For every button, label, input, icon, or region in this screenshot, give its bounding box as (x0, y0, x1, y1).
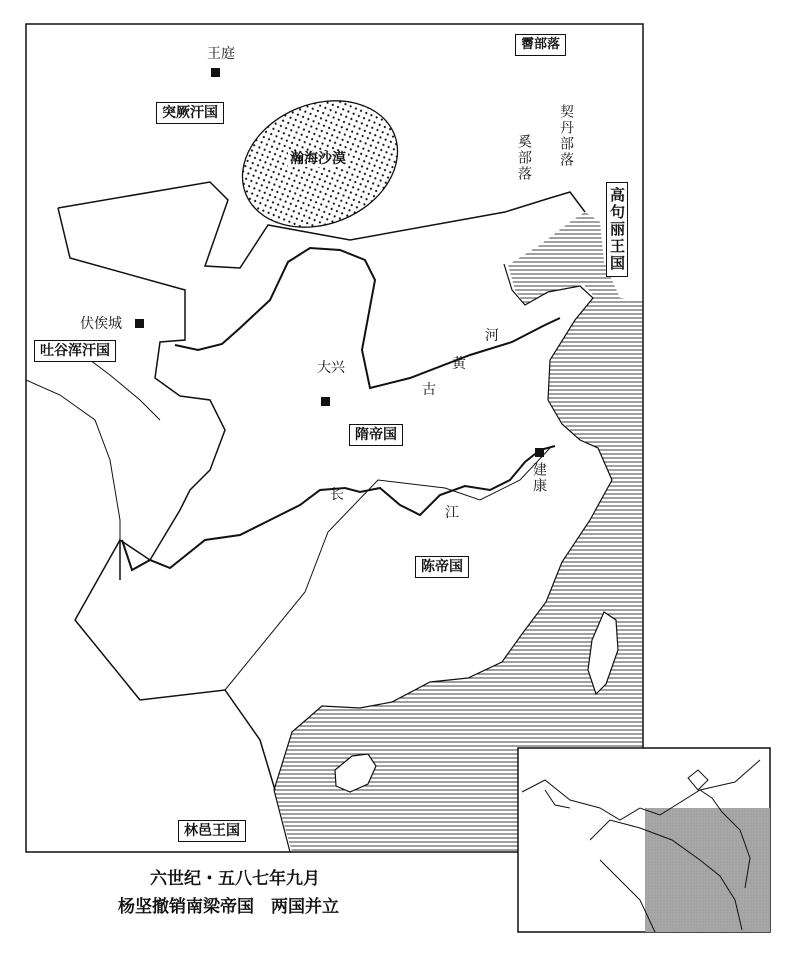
fusi-city-marker (135, 319, 144, 328)
label-chen: 陈帝国 (415, 556, 469, 578)
label-jiankang: 建康 (531, 462, 547, 494)
label-qidan: 契丹部落 (558, 104, 574, 168)
label-gaogouli: 高句丽王国 (606, 182, 628, 277)
label-shi: 霫部落 (515, 34, 566, 56)
label-sui: 隋帝国 (349, 424, 403, 446)
label-tuyuhun: 吐谷浑汗国 (34, 340, 116, 362)
label-wangting: 王庭 (207, 46, 235, 62)
label-river-chang: 长 (330, 487, 344, 503)
label-river-gu: 古 (422, 382, 436, 398)
label-river-he: 河 (485, 328, 499, 344)
daxing-city-marker (321, 397, 330, 406)
label-tujue: 突厥汗国 (156, 102, 224, 124)
label-hanhai: 瀚海沙漠 (290, 151, 346, 167)
caption-line1: 六世纪・五八七年九月 (150, 869, 320, 889)
label-river-huang: 黄 (452, 356, 466, 372)
label-daxing: 大兴 (317, 360, 345, 376)
inset-locator-map (518, 748, 770, 932)
jiankang-city-marker (535, 448, 544, 457)
label-fusi: 伏俟城 (80, 316, 122, 332)
tributary-river (90, 360, 160, 420)
yangtze-river (122, 446, 555, 570)
label-river-jiang: 江 (445, 505, 459, 521)
wangting-city-marker (211, 68, 220, 77)
caption-line2: 杨坚撤销南梁帝国 两国并立 (118, 897, 339, 917)
tributary-river (26, 380, 120, 540)
label-xi: 奚部落 (516, 134, 532, 182)
yellow-river (175, 248, 560, 388)
sui-west-border (58, 208, 225, 580)
label-linyi: 林邑王国 (178, 820, 246, 842)
